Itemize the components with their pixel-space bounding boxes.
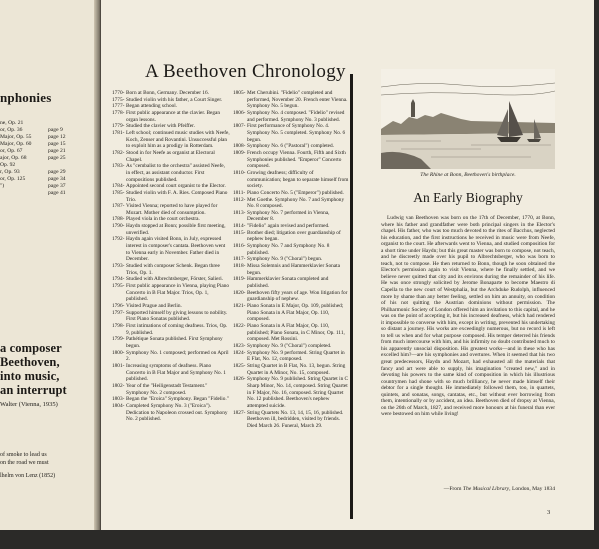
chronology-year: 1777- (112, 103, 125, 110)
chronology-text: Symphony No. 1 composed; performed on April 2. (126, 349, 229, 363)
quote-line: into music, (0, 369, 60, 383)
chronology-text: Missa Solemnis and Hammerklavier Sonata begun. (247, 263, 340, 276)
chronology-entry (112, 263, 230, 276)
chronology-entry (112, 310, 230, 323)
chronology-entry (233, 243, 349, 256)
chronology-entry (233, 143, 349, 150)
left-page-heading: nphonies (0, 90, 52, 105)
chronology-entry (233, 210, 349, 223)
chronology-text: Studied with composer Schenk. Began three Trios, Op. 1. (126, 263, 220, 276)
chronology-year: 1785- (112, 189, 125, 196)
contents-row (0, 169, 92, 176)
quote-line: Beethoven, (0, 355, 60, 369)
chronology-entry (112, 97, 230, 104)
chronology-text: As "cembalist to the orchestra" assisted Neefe, in effect, as assistant conductor. First compositions published. (126, 163, 225, 183)
source-suffix: , London, May 1834 (509, 486, 555, 492)
chronology-text: French occupy Vienna. Fourth, Fifth and Sixth Symphonies published. "Emperor" Concerto composed. (247, 149, 346, 170)
contents-page (44, 120, 88, 127)
chronology-text: Studied violin with his father, a Court Singer. (126, 96, 223, 103)
chronology-text: Met Cherubini. "Fidelio" completed and performed, November 20. French enter Vienna. Symphony No. 5 begun. (247, 90, 348, 110)
chronology-entry (112, 183, 230, 190)
contents-row (0, 183, 92, 190)
chronology-text: Symphony No. 4 composed. "Fidelio" revised and performed. Symphony No. 3 published. (247, 109, 345, 123)
chronology-entry (112, 363, 230, 383)
chronology-year: 1770- (112, 90, 125, 96)
chronology-year: 1795- (112, 283, 125, 290)
contents-page: page 12 (48, 134, 66, 140)
left-page (0, 0, 98, 549)
chronology-text: Supported himself by giving lessons to nobility. First Piano Sonatas published. (126, 309, 228, 323)
chronology-year: 1784- (112, 183, 125, 190)
chronology-text: Growing deafness; difficulty of communication; began to separate himself from society. (247, 169, 349, 190)
contents-title: or, Op. 67 (0, 148, 23, 154)
source-title: The Musical Library (462, 486, 510, 492)
chronology-year: 1788- (112, 216, 125, 223)
chronology-text: Symphony No. 9 published. String Quartet in C Sharp Minor, No. 14, composed. String Quartet in F Major, No. 16, composed. String Quartet No. 12 published. Beethoven's nephew attempted suicide. (247, 376, 349, 409)
quote-credit: Walter (Vienna, 1935) (0, 401, 58, 408)
chronology-entry (112, 303, 230, 310)
chronology-entry (233, 170, 349, 190)
chronology-text: Piano Sonata in E Major, Op. 109, published; Piano Sonata in A Flat Major, Op. 110, composed. (247, 303, 344, 323)
contents-row (0, 155, 92, 162)
illustration-caption: The Rhine at Bonn, Beethoven's birthplace. (420, 172, 516, 178)
chronology-entry (112, 396, 230, 403)
rhine-at-bonn-illustration (381, 69, 555, 169)
chronology-entry (233, 256, 349, 263)
page-number: 3 (547, 509, 551, 516)
chronology-year: 1796- (112, 303, 125, 309)
chronology-entry (233, 223, 349, 230)
contents-row (0, 176, 92, 183)
chronology-entry (112, 403, 230, 423)
chronology-text: Left school; continued music studies with Neefe, Koch, Zenser and Rovantini. Unsuccessful plan to exploit him as a prodigy in Rotterdam. (126, 129, 230, 150)
chronology-entry (112, 103, 230, 110)
chronology-entry (112, 123, 230, 130)
chronology-year: 1781- (112, 129, 125, 136)
chronology-entry (112, 323, 230, 336)
chronology-year: 1807- (233, 123, 246, 130)
chronology-text: Met Goethe. Symphony No. 7 and Symphony No. 8 composed. (247, 196, 345, 210)
chronology-year: 1827- (233, 409, 246, 416)
chronology-year: 1798- (112, 322, 125, 329)
contents-row (0, 127, 92, 134)
chronology-text: Brother died; litigation over guardianship of nephew began. (247, 229, 341, 243)
chronology-entry (112, 190, 230, 203)
contents-row (0, 134, 92, 141)
contents-row (0, 148, 92, 155)
chronology-entry (112, 90, 230, 97)
chronology-entry (233, 110, 349, 123)
contents-title: ") (0, 183, 5, 189)
chronology-year: 1815- (233, 229, 246, 236)
chronology-text: Studied violin with F. A. Ries. Composed Piano Trio. (126, 189, 228, 203)
chronology-entry (233, 376, 349, 409)
chronology-entry (233, 323, 349, 343)
scan-border (0, 530, 599, 549)
chronology-entry (233, 410, 349, 430)
chronology-text: Symphony No. 9 ("Choral") begun. (247, 256, 323, 263)
chronology-entry (112, 283, 230, 303)
chronology-text: Symphony No. 9 ("Choral") completed. (247, 342, 332, 349)
chronology-year: 1820- (233, 289, 246, 296)
chronology-entry (233, 197, 349, 210)
contents-row (0, 120, 92, 127)
biography-text: Ludwig van Beethoven was born on the 17th of December, 1770, at Bonn, where his father and grandfather were both principal singers in the Elector's chapel. His father, who was too much devoted to the rites of Bacchus, neglected his education, and the first instructions he received in music were from Neefe, organist to the court. He afterwards went to Vienna, and studied composition for a short time under Haydn; but this great master was born to compose, not teach, and he discreetly made over his pupil to Albrechtsberger, who was born to teach, not to compose. He then returned to Bonn, though he soon obtained the Elector's permission again to visit Vienna, where he finally settled, and we believe never quitted that city and its environs during the remainder of his life. He was once strongly solicited by Jerome Bonaparte to become Maestro di Capella to the new court of Westphalia, but the Archduke Rudolph, influenced more by shame than any better feeling, settled on him an annuity, on condition of his not quitting the Austrian dominions without permission. The Philharmonic Society of London offered him an invitation to this capital, and he was on the point of accepting it, but his increased deafness, which had rendered it impossible to converse with him, except in writing, prevented his undertaking so distant a journey. His works are exceedingly numerous, but no record is left to tell us when and for what purpose composed. His temper deterred his friends from much intercourse with him, and his infirmity no doubt contributed much to his apparently unsocial disposition. His greatest works—and in these who has excelled him?—are his symphonies and overtures. When it seemed that his two great predecessors, Haydn and Mozart, had exhausted all the materials that fancy and art were able to supply, his imagination "created new," and in devoting his powers to the same kind of composition in which his illustrious countrymen had shone with so much brilliancy, he never made himself their debtor for a single thought. He immediately followed them, too, in quartets, quintets, and sonatas, songs, cantatas, etc., but without ever borrowing from them, intentionally or by accident, an idea. Beethoven died of dropsy at Vienna, on the 26th of March, 1827, and received more honours at his funeral than ever were bestowed on him while living! (381, 215, 555, 418)
contents-page: page 25 (48, 155, 66, 161)
contents-title (0, 190, 44, 197)
contents-title: or, Op. 36 (0, 127, 23, 133)
chronology-entry (233, 150, 349, 170)
chronology-year: 1811- (233, 189, 246, 196)
chronology-year: 1810- (233, 169, 246, 176)
chronology-year: 1806- (233, 109, 246, 116)
chronology-text: Beethoven fifty years of age. Won litigation for guardianship of nephew. (247, 289, 348, 303)
chronology-text: Increasing symptoms of deafness. Piano Concerto in B Flat Major and Symphony No. 1 published. (126, 362, 226, 383)
chronology-text: First intimations of coming deafness. Trios, Op. 9, published. (126, 322, 228, 336)
chronology-entry (233, 230, 349, 243)
chronology-year: 1802- (112, 382, 125, 389)
chronology-text: Piano Sonata in A Flat Major, Op. 110, published; Piano Sonata, in C Minor, Op. 111, composed. Met Rossini. (247, 322, 345, 343)
chronology-text: Completed Symphony No. 3 ("Eroica"). Dedication to Napoleon crossed out. Symphony No. 2 published. (126, 402, 228, 423)
chronology-entry (233, 363, 349, 376)
chronology-year: 1778- (112, 109, 125, 116)
contents-page: page 15 (48, 141, 66, 147)
chronology-text: Symphony No. 7 and Symphony No. 8 published. (247, 243, 330, 256)
chronology-text: First performance of Symphony No. 4. Symphony No. 5 completed. Symphony No. 6 begun. (247, 123, 346, 143)
chronology-entry (233, 350, 349, 363)
contents-row (0, 190, 92, 197)
contents-page: page 9 (48, 127, 63, 133)
chronology-text: Visited Vienna; reported to have played for Mozart. Mother died of consumption. (126, 203, 218, 216)
chronology-year: 1779- (112, 123, 125, 130)
chronology-year: 1825- (233, 362, 246, 369)
chronology-text: Symphony No. 7 performed in Vienna, December 8. (247, 209, 330, 223)
chronology-entry (233, 343, 349, 350)
quote-line: an interrupt (0, 383, 67, 397)
chronology-text: Appointed second court organist to the Elector. (126, 183, 226, 190)
biography-source (381, 486, 555, 492)
chronology-year: 1799- (112, 336, 125, 343)
chronology-year: 1800- (112, 349, 125, 356)
chronology-text: First public appearance in Vienna, playing Piano Concerto in B Flat Major. Trios, Op. 1, published. (126, 283, 229, 303)
column-divider (350, 74, 353, 519)
chronology-year: 1775- (112, 96, 125, 103)
chronology-entry (112, 383, 230, 396)
contents-row (0, 141, 92, 148)
page-title: A Beethoven Chronology (145, 61, 346, 82)
chronology-year: 1801- (112, 362, 125, 369)
chronology-year: 1783- (112, 163, 125, 170)
chronology-text: Played viola in the court orchestra. (126, 216, 200, 223)
chronology-year: 1805- (233, 90, 246, 96)
chronology-year: 1826- (233, 376, 246, 383)
chronology-entry (233, 263, 349, 276)
chronology-entry (112, 336, 230, 349)
chronology-entry (112, 203, 230, 216)
contents-page (44, 162, 88, 169)
chronology-text: Born at Bonn, Germany. December 16. (126, 90, 209, 96)
chronology-year: 1824- (233, 349, 246, 356)
chronology-year: 1793- (112, 263, 125, 270)
chronology-year: 1782- (112, 149, 125, 156)
contents-page: page 37 (48, 183, 66, 189)
contents-row (0, 162, 92, 169)
chronology-column-2 (233, 90, 349, 429)
contents-list (0, 120, 92, 197)
chronology-text: Began attending school. (126, 103, 178, 110)
chronology-year: 1814- (233, 223, 246, 230)
contents-page: page 29 (48, 169, 66, 175)
chronology-entry (233, 290, 349, 303)
chronology-year: 1818- (233, 263, 246, 270)
chronology-column-1 (112, 90, 230, 423)
source-prefix: —From (443, 486, 463, 492)
chronology-entry (233, 123, 349, 143)
contents-page: page 34 (48, 176, 66, 182)
chronology-entry (112, 236, 230, 263)
chronology-entry (233, 303, 349, 323)
chronology-text: Visited Prague and Berlin. (126, 303, 182, 309)
chronology-year: 1792- (112, 236, 125, 243)
chronology-text: Stood in for Neefe as organist at Electoral Chapel. (126, 149, 215, 163)
chronology-text: Symphony No. 6 ("Pastoral") completed. (247, 143, 335, 150)
chronology-text: Symphony No. 9 performed. String Quartet in E Flat, No. 12, composed. (247, 349, 345, 363)
chronology-year: 1816- (233, 243, 246, 250)
chronology-entry (112, 350, 230, 363)
chronology-entry (112, 276, 230, 283)
chronology-text: Year of the "Heiligenstadt Testament." Symphony No. 2 composed. (126, 382, 208, 396)
chronology-year: 1787- (112, 203, 125, 210)
chronology-year: 1821- (233, 303, 246, 309)
quote-line: a composer (0, 341, 62, 355)
contents-page: page 41 (48, 190, 66, 196)
chronology-year: 1797- (112, 309, 125, 316)
chronology-text: Pathétique Sonata published. First Symphony begun. (126, 336, 223, 349)
chronology-year: 1803- (112, 396, 125, 403)
chronology-year: 1794- (112, 276, 125, 283)
chronology-entry (112, 223, 230, 236)
chronology-text: Studied the clavier with Pfeiffer. (126, 123, 195, 130)
chronology-entry (233, 90, 349, 110)
chronology-text: Haydn again visited Bonn, in July, expressed interest in composer's cantata. Beethoven went to Vienna early in November. Father died in December. (126, 236, 226, 263)
chronology-entry (112, 110, 230, 123)
contents-title: Major, Op. 60 (0, 141, 32, 147)
contents-page: page 21 (48, 148, 66, 154)
chronology-text: Studied with Albrechtsberger, Förster, Salieri. (126, 276, 224, 283)
chronology-year: 1790- (112, 223, 125, 230)
quote-credit-small: lhelm von Lenz (1852) (0, 473, 56, 479)
chronology-text: "Fidelio" again revised and performed. (247, 223, 330, 230)
chronology-entry (112, 130, 230, 150)
chronology-text: Piano Concerto No. 5 ("Emperor") published. (247, 189, 344, 196)
chronology-entry (233, 190, 349, 197)
chronology-year: 1822- (233, 322, 246, 329)
contents-title: r, Op. 93 (0, 169, 20, 175)
contents-title: or, Op. 125 (0, 176, 26, 182)
chronology-text: Began the "Eroica" Symphony. Began "Fidelio." (126, 396, 229, 403)
contents-title: ne, Op. 21 (0, 120, 24, 126)
biography-heading: An Early Biography (413, 190, 523, 205)
chronology-text: Hammerklavier Sonata completed and published. (247, 276, 329, 290)
chronology-year: 1808- (233, 143, 246, 150)
contents-title: Major, Op. 55 (0, 134, 32, 140)
chronology-year: 1812- (233, 196, 246, 203)
chronology-year: 1809- (233, 149, 246, 156)
chronology-year: 1813- (233, 209, 246, 216)
chronology-year: 1823- (233, 342, 246, 349)
chronology-entry (233, 276, 349, 289)
quote-line-small: of smoke to lead us (0, 452, 47, 458)
contents-title: ajor, Op. 68 (0, 155, 27, 161)
contents-title: Op. 92 (0, 162, 16, 168)
chronology-text: String Quartets No. 13, 14, 15, 16, published. Beethoven ill, bedridden, visited by friends. Died March 26. Funeral, March 29. (247, 409, 344, 429)
chronology-year: 1819- (233, 276, 246, 283)
quote-line-small: on the road we must (0, 460, 49, 466)
chronology-year: 1804- (112, 402, 125, 409)
chronology-text: String Quartet in B Flat, No. 13, begun. String Quartet in A Minor, No. 15, composed. (247, 362, 346, 376)
chronology-entry (112, 150, 230, 163)
chronology-entry (112, 163, 230, 183)
chronology-text: First public appearance at the clavier. Began organ lessons. (126, 109, 220, 123)
chronology-text: Haydn stopped at Bonn; possible first meeting, unverified. (126, 223, 226, 236)
chronology-year: 1817- (233, 256, 246, 263)
